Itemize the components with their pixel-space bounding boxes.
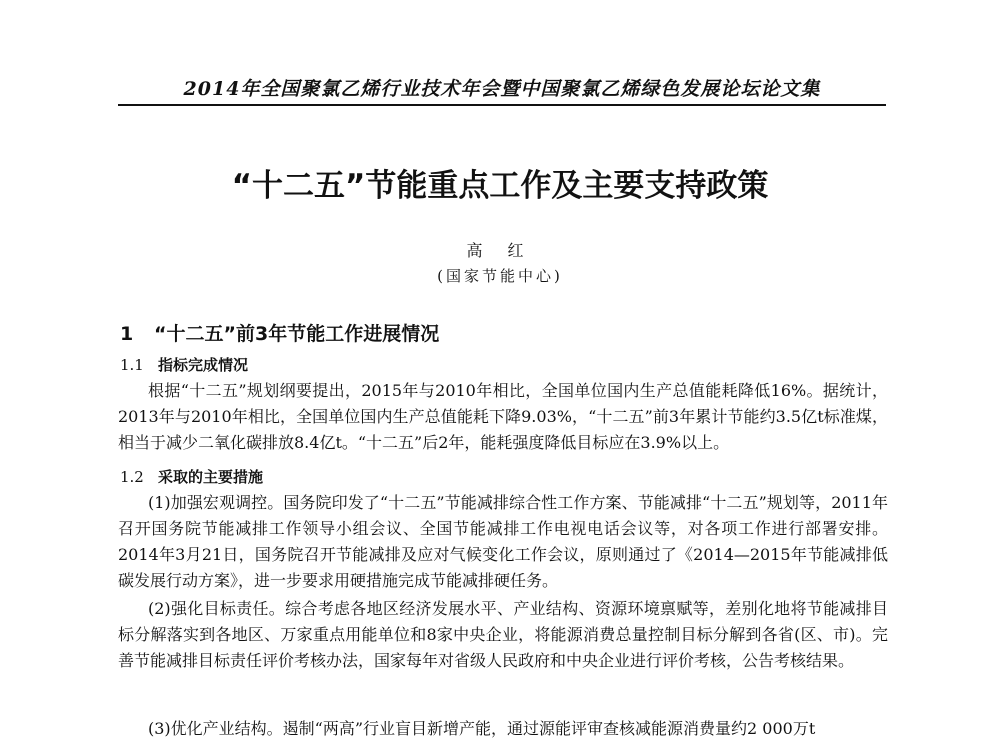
- section-number: 1: [120, 323, 134, 345]
- paragraph-measure-1: (1)加强宏观调控。国务院印发了“十二五”节能减排综合性工作方案、节能减排“十二五”规划等，2011年召开国务院节能减排工作领导小组会议、全国节能减排工作电视电话会议等，对各项工作进行部署安排。2014年3月21日，国务院召开节能减排及应对气候变化工作会议，原则通过了《2014—2015年节能减排低碳发展行动方案》，进一步要求用硬措施完成节能减排硬任务。: [118, 493, 888, 590]
- paragraph-indicators: 根据“十二五”规划纲要提出，2015年与2010年相比，全国单位国内生产总值能耗降低16%。据统计，2013年与2010年相比，全国单位国内生产总值能耗下降9.03%，“十二五”前3年累计节能约3.5亿t标准煤，相当于减少二氧化碳排放8.4亿t。“十二五”后2年，能耗强度降低目标应在3.9%以上。: [118, 381, 888, 452]
- running-head: 2014年全国聚氯乙烯行业技术年会暨中国聚氯乙烯绿色发展论坛论文集: [183, 78, 821, 100]
- subsection-title: 采取的主要措施: [158, 468, 264, 486]
- subsection-heading-1-2: [120, 466, 263, 487]
- subsection-number: 1.2: [120, 468, 144, 486]
- paragraph-measure-3: (3)优化产业结构。遏制“两高”行业盲目新增产能，通过源能评审查核减能源消费量约2 000万t: [148, 719, 816, 738]
- section-heading-1: [120, 319, 439, 346]
- section-title: “十二五”前3年节能工作进展情况: [154, 323, 440, 345]
- author: 高 红: [466, 241, 534, 260]
- page-title: “十二五”节能重点工作及主要支持政策: [231, 168, 769, 204]
- affiliation: (国家节能中心): [437, 267, 563, 285]
- subsection-heading-1-1: [120, 354, 248, 375]
- header-rule: [118, 104, 886, 106]
- subsection-title: 指标完成情况: [158, 356, 249, 374]
- paragraph-measure-2: (2)强化目标责任。综合考虑各地区经济发展水平、产业结构、资源环境禀赋等，差别化地将节能减排目标分解落实到各地区、万家重点用能单位和8家中央企业，将能源消费总量控制目标分解到各省(区、市)。完善节能减排目标责任评价考核办法，国家每年对省级人民政府和中央企业进行评价考核，公告考核结果。: [118, 599, 888, 670]
- subsection-number: 1.1: [120, 356, 144, 374]
